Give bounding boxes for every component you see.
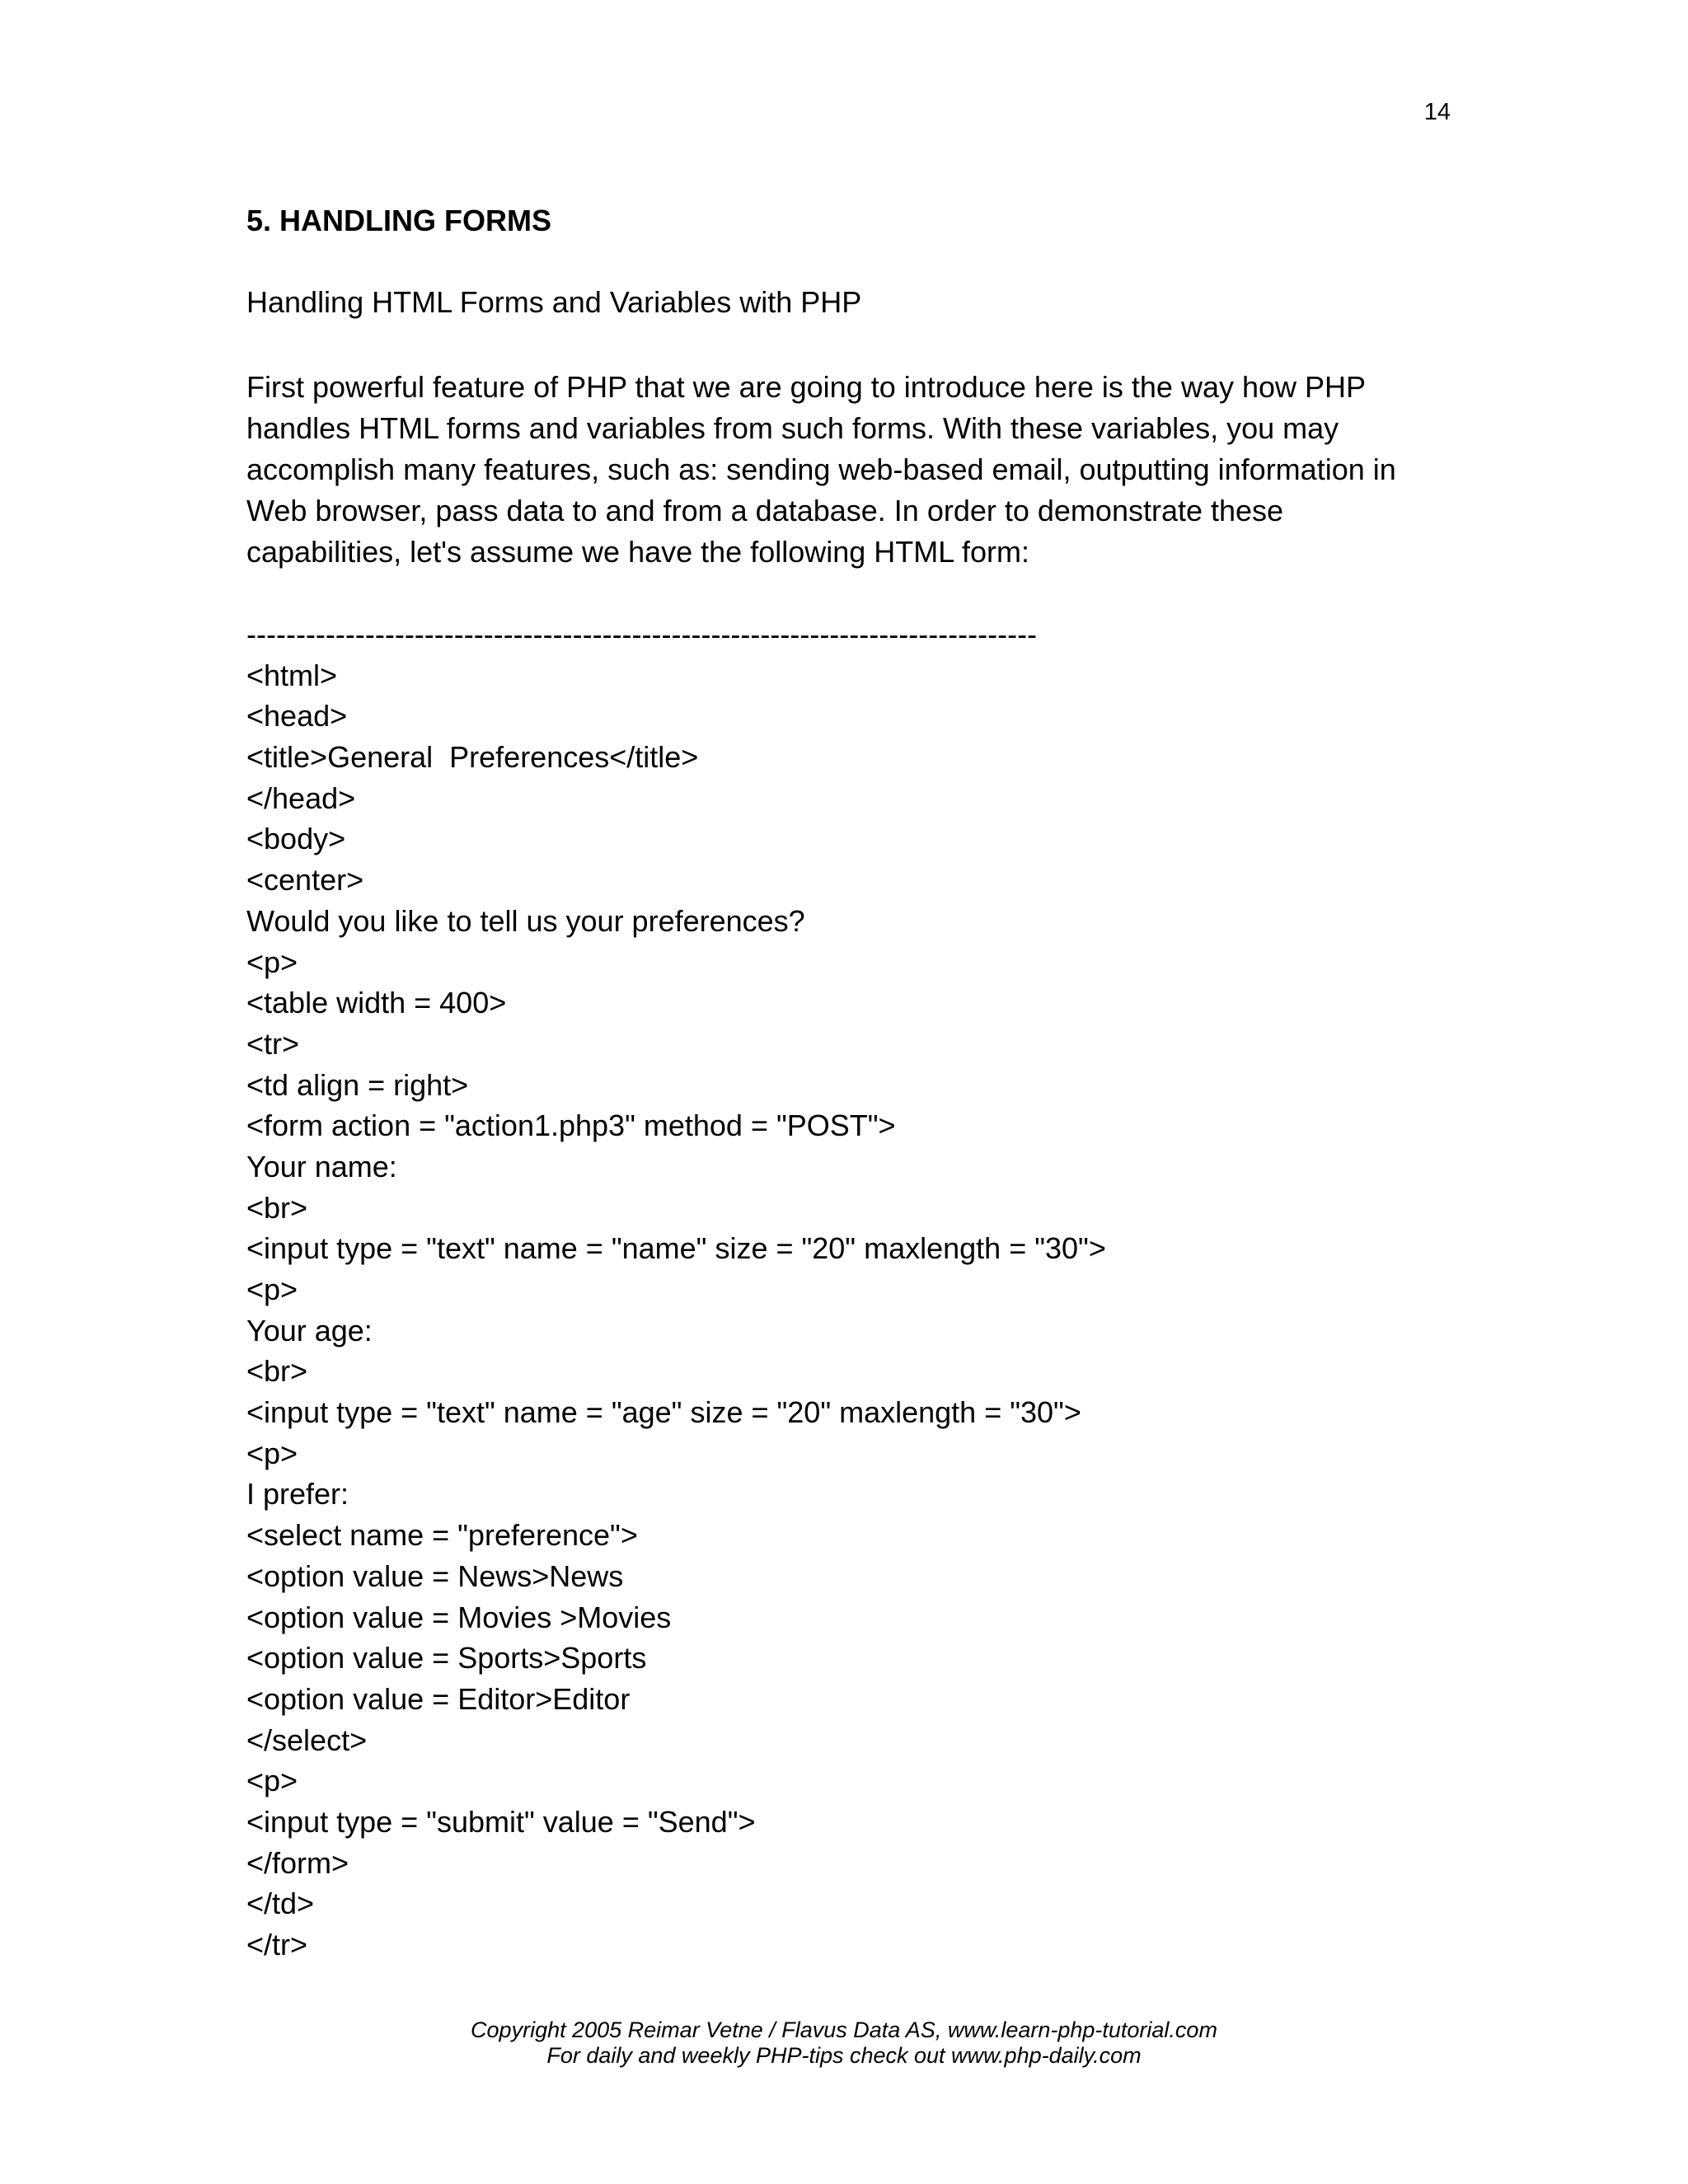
code-line: <p> <box>246 1764 298 1798</box>
code-line: <body> <box>246 822 346 856</box>
code-line: <option value = News>News <box>246 1558 624 1593</box>
code-line: <p> <box>246 1272 298 1306</box>
paragraph-line: Web browser, pass data to and from a database. In order to demonstrate these <box>246 494 1284 527</box>
code-line: <form action = "action1.php3" method = "POST"> <box>246 1108 896 1143</box>
footer-copyright: Copyright 2005 Reimar Vetne / Flavus Data AS, www.learn-php-tutorial.com <box>471 2018 1217 2042</box>
section-subtitle: Handling HTML Forms and Variables with PHP <box>246 285 862 319</box>
code-line: <br> <box>246 1354 308 1389</box>
code-line: </form> <box>246 1845 349 1880</box>
code-line: <option value = Sports>Sports <box>246 1641 647 1675</box>
code-line: Your age: <box>246 1313 373 1347</box>
code-line: <select name = "preference"> <box>246 1518 638 1553</box>
paragraph-line: First powerful feature of PHP that we are going to introduce here is the way how PHP <box>246 370 1367 404</box>
footer-tips: For daily and weekly PHP-tips check out www.php-daily.com <box>546 2043 1142 2068</box>
section-heading: 5. HANDLING FORMS <box>246 204 552 237</box>
intro-paragraph <box>246 367 1396 573</box>
code-line: <input type = "text" name = "name" size = "20" maxlength = "30"> <box>246 1231 1106 1266</box>
code-line: -------------------------------------------------------------------------------- <box>246 617 1038 651</box>
code-line: Would you like to tell us your preferences? <box>246 903 805 938</box>
code-line: <head> <box>246 699 348 733</box>
code-line: </head> <box>246 780 356 815</box>
code-line: </td> <box>246 1886 315 1921</box>
code-line: I prefer: <box>246 1477 349 1511</box>
code-line: <center> <box>246 863 364 898</box>
code-line: <option value = Movies >Movies <box>246 1600 672 1634</box>
code-line: </tr> <box>246 1928 308 1961</box>
code-line: <input type = "text" name = "age" size = "20" maxlength = "30"> <box>246 1395 1081 1430</box>
code-listing <box>246 614 1106 1966</box>
code-line: Your name: <box>246 1149 397 1183</box>
paragraph-line: handles HTML forms and variables from such forms. With these variables, you may <box>246 411 1339 445</box>
paragraph-line: accomplish many features, such as: sending web-based email, outputting information in <box>246 452 1396 486</box>
page-number: 14 <box>1423 99 1451 125</box>
code-line: <table width = 400> <box>246 986 507 1020</box>
code-line: </select> <box>246 1722 368 1757</box>
code-line: <td align = right> <box>246 1067 469 1102</box>
code-line: <tr> <box>246 1026 300 1061</box>
code-line: <title>General Preferences</title> <box>246 740 699 775</box>
code-line: <p> <box>246 1436 298 1470</box>
code-line: <option value = Editor>Editor <box>246 1681 631 1716</box>
code-line: <input type = "submit" value = "Send"> <box>246 1804 756 1839</box>
page-footer <box>0 2018 1688 2069</box>
code-line: <br> <box>246 1190 308 1225</box>
code-line: <p> <box>246 944 298 979</box>
code-line: <html> <box>246 658 338 692</box>
paragraph-line: capabilities, let's assume we have the following HTML form: <box>246 535 1029 569</box>
